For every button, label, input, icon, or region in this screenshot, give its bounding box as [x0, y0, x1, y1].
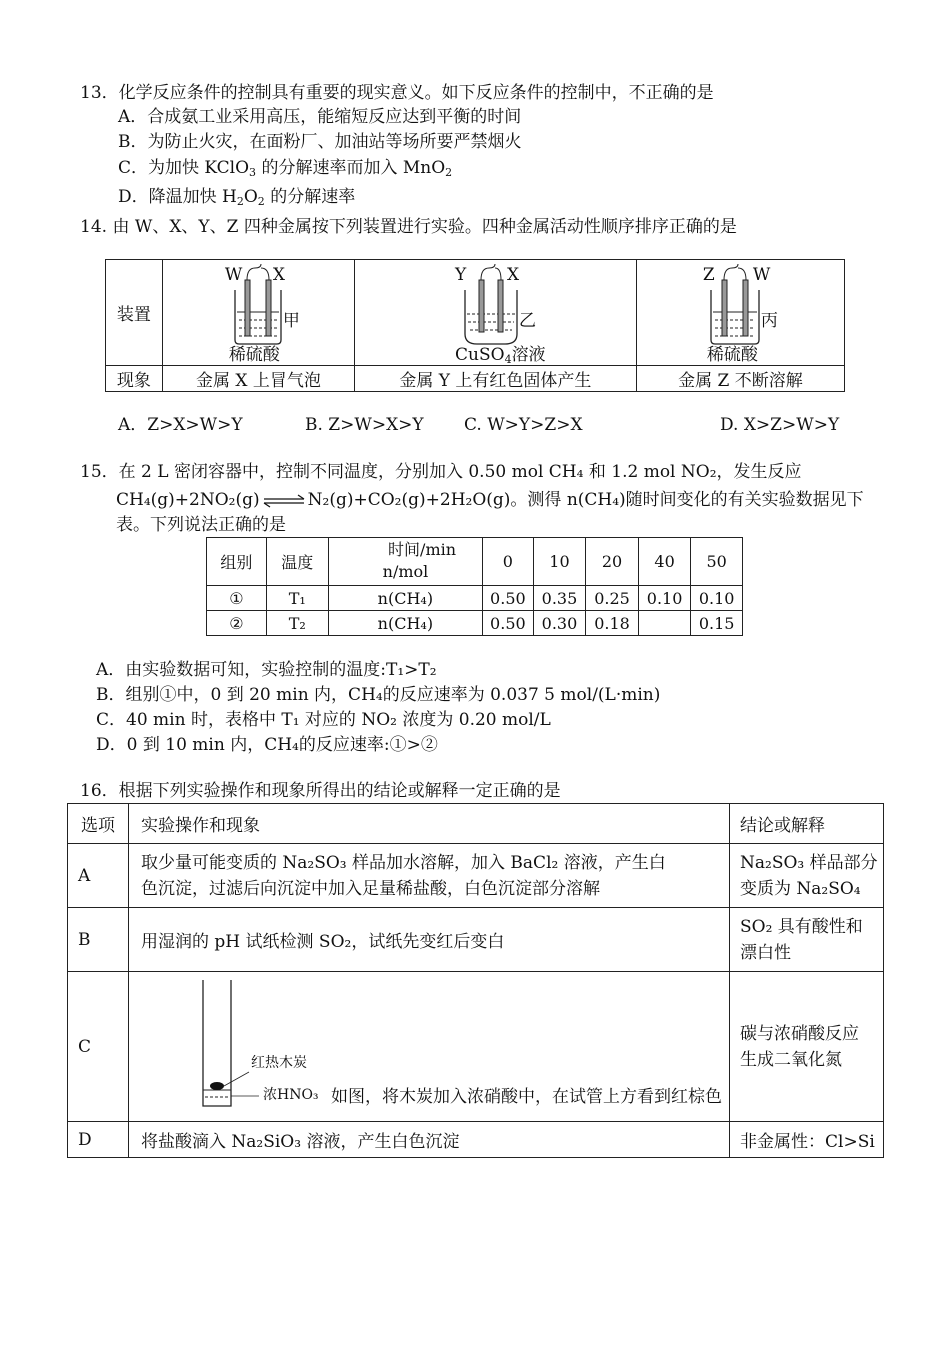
q15-time-50: 50 — [691, 538, 743, 586]
q14-device-2: Y X 乙 CuSO$_4$溶液 — [355, 260, 637, 366]
q14-option-a: A．Z>X>W>Y — [118, 415, 243, 435]
q15-option-b: B．组别①中，0 到 20 min 内，CH₄的反应速率为 0.037 5 mol/(L·min) — [96, 685, 661, 705]
q15-time-10: 10 — [533, 538, 586, 586]
q15-header-time-unit: 时间/min n/mol — [328, 538, 482, 586]
q14-option-c: C. W>Y>Z>X — [464, 415, 583, 435]
q15-header-group: 组别 — [207, 538, 267, 586]
q14-device-label: 装置 — [106, 260, 163, 366]
q14-device-1: W X 甲 稀硫酸 — [162, 260, 354, 366]
q15-time-0: 0 — [483, 538, 534, 586]
table-row: ② T₂ n(CH₄) 0.50 0.30 0.18 0.15 — [207, 611, 743, 636]
equilibrium-arrow-icon — [262, 494, 306, 508]
q15-option-d: D．0 到 10 min 内，CH₄的反应速率:①>② — [96, 735, 438, 755]
q13-option-a: A．合成氨工业采用高压，能缩短反应达到平衡的时间 — [118, 107, 522, 127]
q13-option-b: B．为防止火灾，在面粉厂、加油站等场所要严禁烟火 — [118, 132, 522, 152]
q16-c-operation: 红热木炭 浓HNO₃ 如图，将木炭加入浓硝酸中，在试管上方看到红棕色 — [129, 972, 730, 1122]
q15-equation: CH₄(g)+2NO₂(g) N₂(g)+CO₂(g)+2H₂O(g)。测得 n(CH₄)随时间变化的有关实验数据见下 — [116, 490, 864, 510]
q15-stem-line1: 15．在 2 L 密闭容器中，控制不同温度，分别加入 0.50 mol CH₄ 和 1.2 mol NO₂，发生反应 — [80, 462, 802, 482]
q14-phenomenon-1: 金属 X 上冒气泡 — [162, 366, 354, 392]
q13-option-c: C．为加快 KClO$_3$ 的分解速率而加入 MnO$_2$ — [118, 158, 453, 179]
q14-phenomenon-2: 金属 Y 上有红色固体产生 — [355, 366, 637, 392]
q16-stem: 16．根据下列实验操作和现象所得出的结论或解释一定正确的是 — [80, 781, 561, 801]
q14-phenomenon-3: 金属 Z 不断溶解 — [636, 366, 844, 392]
q14-table — [105, 259, 845, 392]
q14-option-b: B. Z>W>X>Y — [305, 415, 424, 435]
q15-time-20: 20 — [586, 538, 639, 586]
q13-option-d: D．降温加快 $H_2O_2$ 的分解速率 — [118, 187, 356, 208]
q14-stem: 14. 由 W、X、Y、Z 四种金属按下列装置进行实验。四种金属活动性顺序排序正确的是 — [80, 217, 737, 237]
q15-option-a: A．由实验数据可知，实验控制的温度:T₁>T₂ — [96, 660, 437, 680]
q16-header-conclusion: 结论或解释 — [730, 804, 884, 844]
q15-time-40: 40 — [638, 538, 691, 586]
q16-header-option: 选项 — [68, 804, 129, 844]
q14-device-3: Z W 丙 稀硫酸 — [636, 260, 844, 366]
test-tube-icon — [129, 972, 259, 1122]
table-row: B 用湿润的 pH 试纸检测 SO₂，试纸先变红后变白 SO₂ 具有酸性和 漂白性 — [68, 908, 884, 972]
q15-header-temp: 温度 — [266, 538, 328, 586]
table-row: C 红热木炭 浓HNO₃ 如图，将木炭加入浓硝酸中，在试管上方看到红棕色 碳与浓硝酸反应 生成二氧化氮 — [68, 972, 884, 1122]
q15-stem-line3: 表。下列说法正确的是 — [116, 515, 286, 535]
q13-stem: 13．化学反应条件的控制具有重要的现实意义。如下反应条件的控制中，不正确的是 — [80, 83, 714, 103]
q16-table — [67, 803, 884, 1158]
q14-phenomenon-label: 现象 — [106, 366, 163, 392]
table-row: A 取少量可能变质的 Na₂SO₃ 样品加水溶解，加入 BaCl₂ 溶液，产生白 色沉淀，过滤后向沉淀中加入足量稀盐酸，白色沉淀部分溶解 Na₂SO₃ 样品部分 变质为 Na₂SO₄ — [68, 844, 884, 908]
q15-data-table — [206, 537, 743, 636]
table-row: D 将盐酸滴入 Na₂SiO₃ 溶液，产生白色沉淀 非金属性：Cl>Si — [68, 1122, 884, 1158]
q15-option-c: C．40 min 时，表格中 T₁ 对应的 NO₂ 浓度为 0.20 mol/L — [96, 710, 551, 730]
q16-header-operation: 实验操作和现象 — [129, 804, 730, 844]
table-row: ① T₁ n(CH₄) 0.50 0.35 0.25 0.10 0.10 — [207, 586, 743, 611]
q14-option-d: D. X>Z>W>Y — [720, 415, 840, 435]
